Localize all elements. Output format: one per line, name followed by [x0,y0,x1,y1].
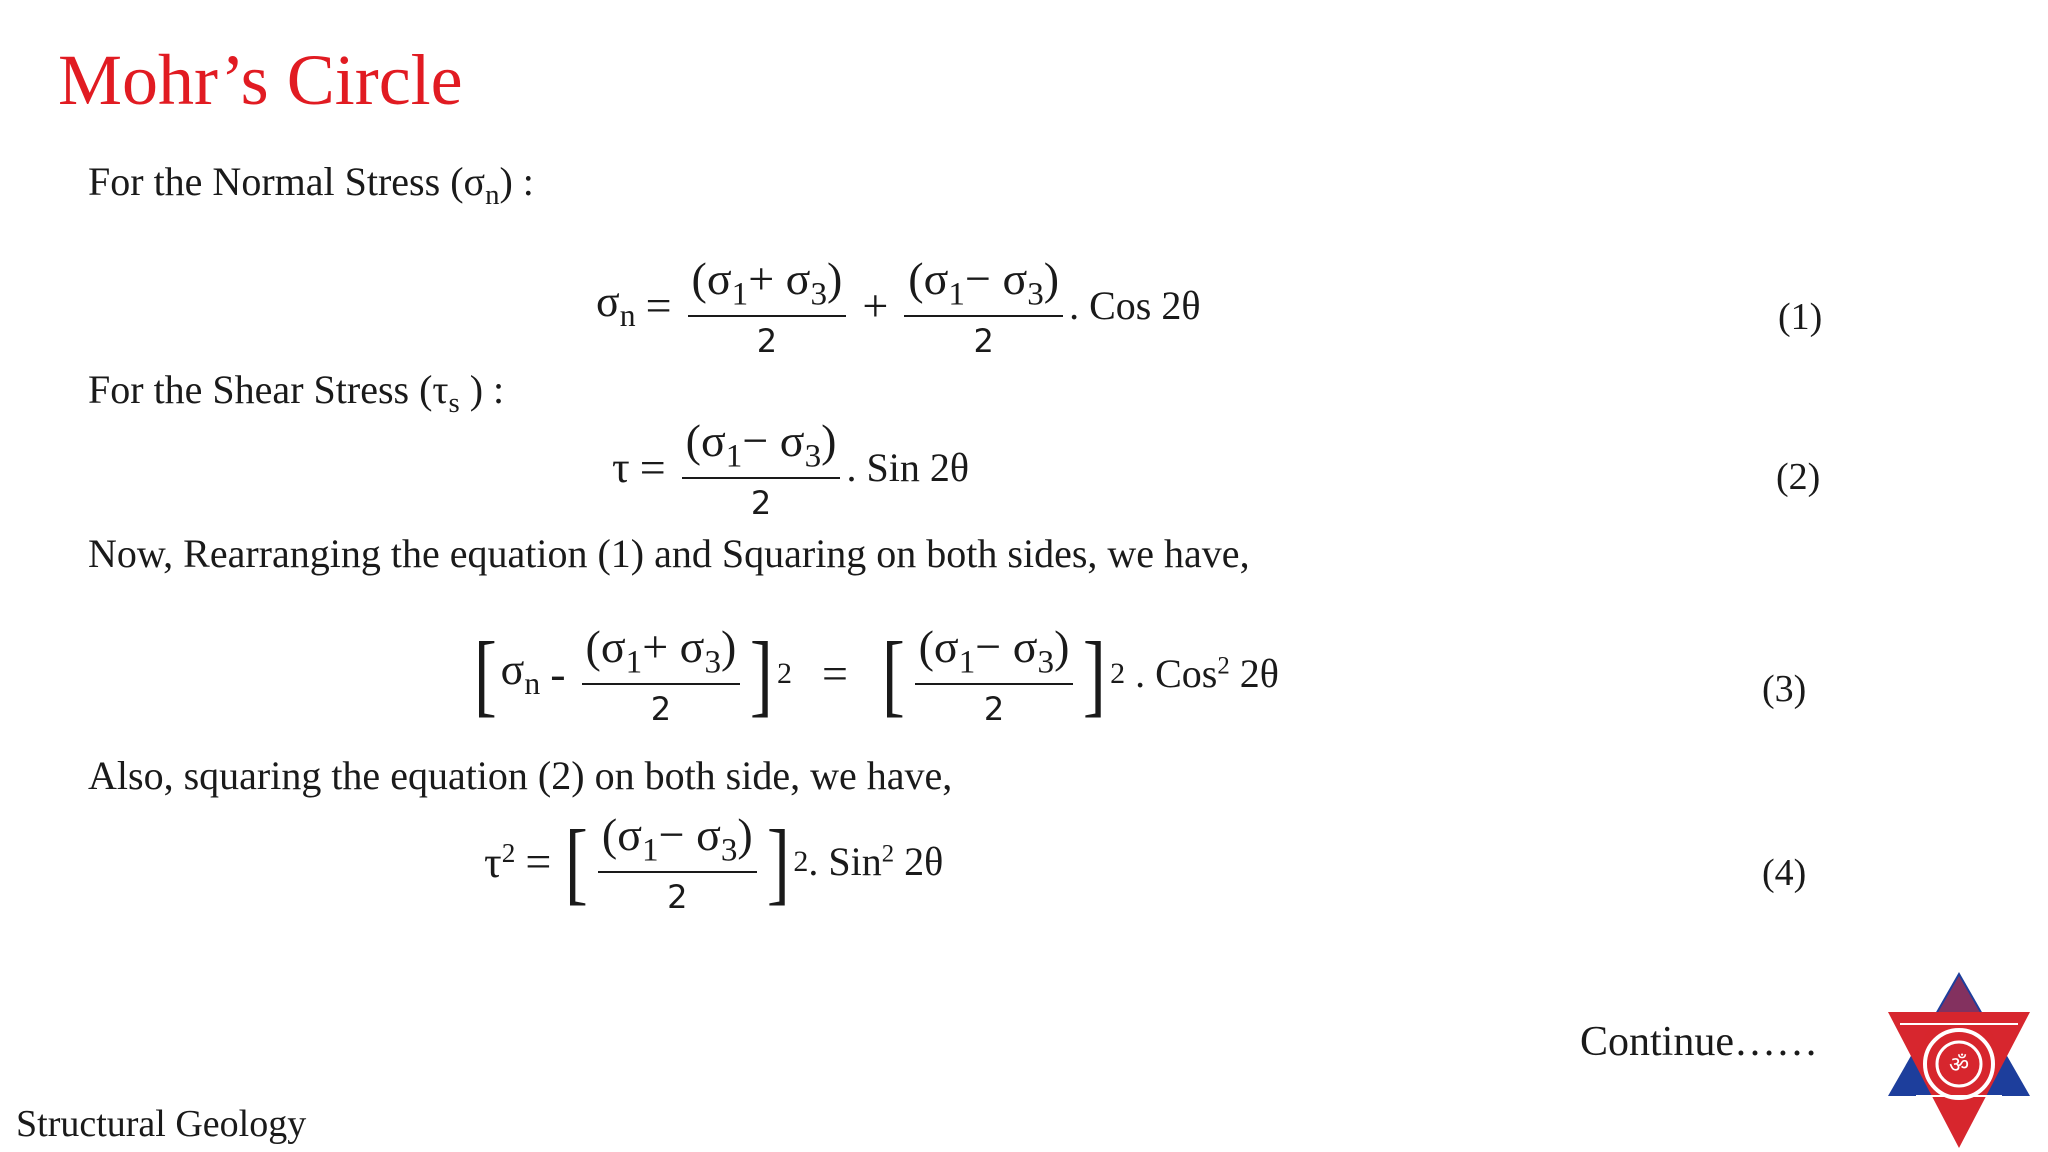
rearranging-text: Now, Rearranging the equation (1) and Squaring on both sides, we have, [88,531,1250,576]
left-bracket: [ [565,810,589,913]
numerator: $(\sigma_1+ \sigma_3)$ [688,256,847,317]
university-emblem-icon [1880,968,2038,1152]
right-bracket: ] [766,810,790,913]
numerator: $(\sigma_1- \sigma_3)$ [915,624,1074,685]
denominator: 2 [756,321,778,360]
fraction [915,621,1074,728]
fraction [904,253,1063,360]
denominator: 2 [973,321,994,360]
subscript-s: s [448,387,460,420]
eq3-sigma-n: $\sigma_n$ [500,645,541,702]
exponent-2: 2 [793,845,809,879]
minus-sign: - [550,648,566,700]
shear-stress-label: For the Shear Stress ( [88,367,433,412]
logo-center-mark: ॐ [1948,1053,1970,1078]
eq1-lhs: $\sigma_n$ [596,277,636,334]
numerator: $(\sigma_1- \sigma_3)$ [904,256,1063,317]
shear-stress-suffix: ) : [459,367,505,412]
sigma-symbol: σ [463,159,486,204]
denominator: 2 [650,689,672,728]
eq2-suffix: . Sin 2θ [846,445,969,491]
fraction [682,415,841,522]
right-bracket: ] [750,622,774,725]
normal-stress-label: For the Normal Stress ( [88,159,464,204]
normal-stress-heading [88,159,534,212]
denominator: 2 [983,689,1005,728]
fraction [582,621,741,728]
slide-title: Mohr’s Circle [58,40,463,120]
left-bracket: [ [881,622,905,725]
exponent-2: 2 [1110,657,1126,691]
denominator: 2 [667,877,688,916]
numerator: $(\sigma_1+ \sigma_3)$ [582,624,741,685]
numerator: $(\sigma_1- \sigma_3)$ [682,418,841,479]
normal-stress-suffix: ) : [499,159,534,204]
equation-3 [470,621,1279,728]
left-bracket: [ [473,622,497,725]
fraction [598,809,757,916]
numerator: $(\sigma_1- \sigma_3)$ [598,812,757,873]
plus-sign: + [862,280,889,332]
equation-1 [596,253,1201,360]
equation-4 [484,809,944,916]
continue-text: Continue…… [1580,1019,1818,1065]
shear-stress-heading [88,367,505,420]
also-squaring-text: Also, squaring the equation (2) on both side, we have, [88,753,953,798]
eq3-suffix: . Cos$^2$ 2θ [1135,651,1279,697]
footer-course-name: Structural Geology [16,1103,307,1145]
equals-sign: = [822,648,848,700]
eq4-lhs: $\tau^2$ [484,837,516,887]
equals-sign: = [645,280,672,332]
eq1-suffix: . Cos 2θ [1069,283,1201,329]
exponent-2: 2 [777,657,792,691]
right-bracket: ] [1083,622,1107,725]
equation-2 [612,415,969,522]
denominator: 2 [750,483,772,522]
eq4-suffix: . Sin$^2$ 2θ [808,839,944,885]
equation-number-1: (1) [1778,296,1823,338]
tau-symbol: τ [432,367,449,412]
fraction [688,253,847,360]
eq2-lhs: τ [612,443,630,493]
subscript-n: n [485,179,500,212]
equation-number-2: (2) [1776,456,1821,498]
equals-sign: = [525,836,552,888]
equation-number-4: (4) [1762,852,1807,894]
equation-number-3: (3) [1762,668,1807,710]
equals-sign: = [639,442,666,494]
